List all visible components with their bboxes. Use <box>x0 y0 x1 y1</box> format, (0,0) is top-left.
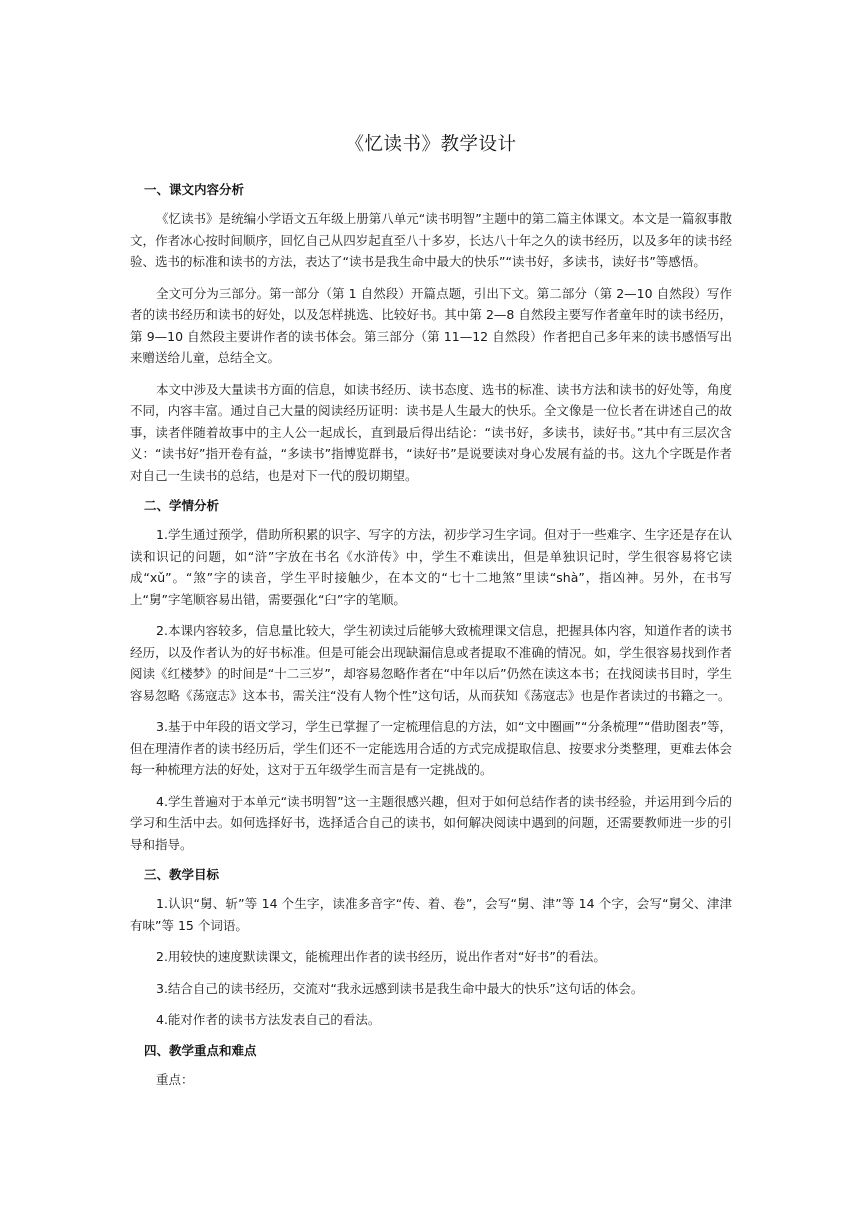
paragraph: 《忆读书》是统编小学语文五年级上册第八单元“读书明智”主题中的第二篇主体课文。本文是一篇叙事散文，作者冰心按时间顺序，回忆自己从四岁起直至八十多岁，长达八十年之久的读书经历，以及多年的读书经验、选书的标准和读书的方法，表达了“读书是我生命中最大的快乐”“读书好，多读书，读好书”等感悟。 <box>130 211 732 269</box>
paragraph: 全文可分为三部分。第一部分（第 1 自然段）开篇点题，引出下文。第二部分（第 2—10 自然段）写作者的读书经历和读书的好处，以及怎样挑选、比较好书。其中第 2—8 自然段主要写作者童年时的读书经历，第 9—10 自然段主要讲作者的读书体会。第三部分（第 11—12 自然段）作者把自己多年来的读书感悟写出来赠送给儿童，总结全文。 <box>130 285 732 365</box>
section-heading-key-points: 四、教学重点和难点 <box>144 1042 257 1058</box>
section-heading-student-analysis: 二、学情分析 <box>144 498 220 513</box>
paragraph: 本文中涉及大量读书方面的信息，如读书经历、读书态度、选书的标准、读书方法和读书的好处等，角度不同，内容丰富。通过自己大量的阅读经历证明：读书是人生最大的快乐。全文像是一位长者在讲述自己的故事，读者伴随着故事中的主人公一起成长，直到最后得出结论：“读书好，多读书，读好书。”其中有三层次含义：“读书好”指开卷有益，“多读书”指博览群书，“读好书”是说要读对身心发展有益的书。这九个字既是作者对自己一生读书的总结，也是对下一代的殷切期望。 <box>130 381 732 483</box>
paragraph: 3.结合自己的读书经历，交流对“我永远感到读书是我生命中最大的快乐”这句话的体会。 <box>156 980 644 996</box>
paragraph: 1.认识“舅、斩”等 14 个生字，读准多音字“传、着、卷”，会写“舅、津”等 14 个字，会写“舅父、津津有味”等 15 个词语。 <box>130 896 732 933</box>
paragraph: 重点： <box>156 1071 194 1087</box>
paragraph: 2.本课内容较多，信息量比较大，学生初读过后能够大致梳理课文信息，把握具体内容，知道作者的读书经历，以及作者认为的好书标准。但是可能会出现缺漏信息或者提取不准确的情况。如，学生很容易找到作者阅读《红楼梦》的时间是“十二三岁”，却容易忽略作者在“中年以后”仍然在读这本书；在找阅读书目时，学生容易忽略《荡寇志》这本书，需关注“没有人物个性”这句话，从而获知《荡寇志》也是作者读过的书籍之一。 <box>130 623 732 703</box>
paragraph: 4.能对作者的读书方法发表自己的看法。 <box>156 1012 381 1027</box>
section-heading-content-analysis: 一、课文内容分析 <box>144 182 245 197</box>
section-heading-teaching-goals: 三、教学目标 <box>144 867 220 882</box>
paragraph: 3.基于中年段的语文学习，学生已掌握了一定梳理信息的方法，如“文中圈画”“分条梳理”“借助图表”等，但在理清作者的读书经历后，学生们还不一定能选用合适的方式完成提取信息、按要求分类整理，更难去体会每一种梳理方法的好处，这对于五年级学生而言是有一定挑战的。 <box>130 719 732 777</box>
paragraph: 1.学生通过预学，借助所积累的识字、写字的方法，初步学习生字词。但对于一些难字、生字还是存在认读和识记的问题，如“浒”字放在书名《水浒传》中，学生不难读出，但是单独识记时，学生很容易将它读成“xǔ”。“煞”字的读音，学生平时接触少，在本文的“七十二地煞”里读“shà”，指凶神。另外，在书写上“舅”字笔顺容易出错，需要强化“臼”字的笔顺。 <box>130 527 732 607</box>
paragraph: 2.用较快的速度默读课文，能梳理出作者的读书经历，说出作者对“好书”的看法。 <box>156 949 606 964</box>
paragraph: 4.学生普遍对于本单元“读书明智”这一主题很感兴趣，但对于如何总结作者的读书经验，并运用到今后的学习和生活中去。如何选择好书，选择适合自己的读书，如何解决阅读中遇到的问题，还需要教师进一步的引导和指导。 <box>130 793 732 852</box>
page-title: 《忆读书》教学设计 <box>345 134 517 155</box>
